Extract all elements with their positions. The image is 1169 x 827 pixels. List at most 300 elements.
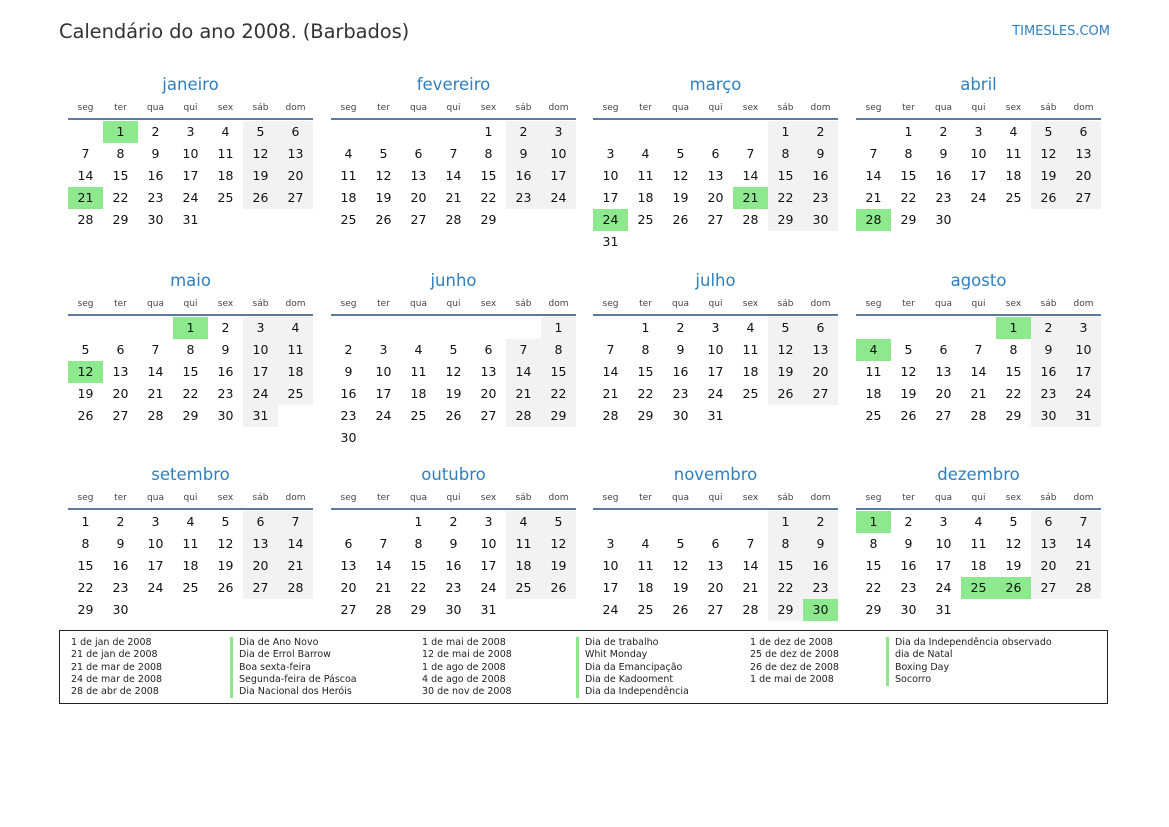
day-cell[interactable]: 27	[707, 212, 724, 227]
day-cell[interactable]: 12	[243, 143, 278, 165]
day-cell[interactable]: 28	[742, 212, 759, 227]
day-cell[interactable]: 17	[147, 558, 164, 573]
day-cell[interactable]: 22	[768, 187, 803, 209]
day-cell[interactable]: 31	[707, 408, 724, 423]
day-cell[interactable]: 11	[1005, 146, 1022, 161]
day-cell[interactable]: 9	[803, 143, 838, 165]
day-cell[interactable]: 14	[1066, 533, 1101, 555]
day-cell[interactable]: 7	[449, 146, 458, 161]
day-cell[interactable]: 24	[243, 383, 278, 405]
day-cell[interactable]: 2	[506, 121, 541, 143]
day-cell[interactable]: 17	[182, 168, 199, 183]
day-cell[interactable]: 27	[278, 187, 313, 209]
day-cell[interactable]: 16	[672, 364, 689, 379]
day-cell[interactable]: 5	[1031, 121, 1066, 143]
day-cell[interactable]: 7	[379, 536, 388, 551]
day-cell[interactable]: 8	[484, 146, 493, 161]
day-cell[interactable]: 17	[1066, 361, 1101, 383]
day-cell[interactable]: 20	[1066, 165, 1101, 187]
day-cell[interactable]: 27	[480, 408, 497, 423]
day-cell[interactable]: 8	[414, 536, 423, 551]
day-cell[interactable]: 13	[410, 168, 427, 183]
day-cell[interactable]: 27	[340, 602, 357, 617]
holiday-day[interactable]: 26	[996, 577, 1031, 599]
day-cell[interactable]: 5	[1009, 514, 1018, 529]
day-cell[interactable]: 15	[768, 555, 803, 577]
day-cell[interactable]: 17	[602, 190, 619, 205]
day-cell[interactable]: 28	[1066, 577, 1101, 599]
day-cell[interactable]: 13	[707, 558, 724, 573]
day-cell[interactable]: 11	[742, 342, 759, 357]
day-cell[interactable]: 24	[707, 386, 724, 401]
day-cell[interactable]: 18	[340, 190, 357, 205]
day-cell[interactable]: 9	[506, 143, 541, 165]
day-cell[interactable]: 6	[414, 146, 423, 161]
day-cell[interactable]: 26	[375, 212, 392, 227]
day-cell[interactable]: 4	[414, 342, 423, 357]
holiday-day[interactable]: 21	[68, 187, 103, 209]
day-cell[interactable]: 27	[1031, 577, 1066, 599]
day-cell[interactable]: 26	[672, 212, 689, 227]
day-cell[interactable]: 16	[340, 386, 357, 401]
day-cell[interactable]: 7	[746, 146, 755, 161]
holiday-day[interactable]: 21	[733, 187, 768, 209]
day-cell[interactable]: 20	[935, 386, 952, 401]
day-cell[interactable]: 21	[506, 383, 541, 405]
day-cell[interactable]: 16	[935, 168, 952, 183]
day-cell[interactable]: 29	[900, 212, 917, 227]
day-cell[interactable]: 10	[375, 364, 392, 379]
day-cell[interactable]: 7	[869, 146, 878, 161]
holiday-day[interactable]: 1	[103, 121, 138, 143]
holiday-day[interactable]: 25	[961, 577, 996, 599]
day-cell[interactable]: 29	[1005, 408, 1022, 423]
day-cell[interactable]: 26	[768, 383, 803, 405]
day-cell[interactable]: 4	[186, 514, 195, 529]
holiday-day[interactable]: 24	[593, 209, 628, 231]
day-cell[interactable]: 21	[970, 386, 987, 401]
day-cell[interactable]: 15	[112, 168, 129, 183]
day-cell[interactable]: 25	[410, 408, 427, 423]
day-cell[interactable]: 13	[112, 364, 129, 379]
day-cell[interactable]: 30	[935, 212, 952, 227]
day-cell[interactable]: 10	[243, 339, 278, 361]
day-cell[interactable]: 14	[602, 364, 619, 379]
day-cell[interactable]: 3	[606, 146, 615, 161]
day-cell[interactable]: 13	[935, 364, 952, 379]
day-cell[interactable]: 10	[480, 536, 497, 551]
day-cell[interactable]: 25	[278, 383, 313, 405]
day-cell[interactable]: 13	[1031, 533, 1066, 555]
day-cell[interactable]: 23	[1031, 383, 1066, 405]
day-cell[interactable]: 31	[1066, 405, 1101, 427]
day-cell[interactable]: 7	[746, 536, 755, 551]
day-cell[interactable]: 10	[602, 558, 619, 573]
day-cell[interactable]: 19	[77, 386, 94, 401]
day-cell[interactable]: 27	[707, 602, 724, 617]
day-cell[interactable]: 18	[1005, 168, 1022, 183]
day-cell[interactable]: 20	[243, 555, 278, 577]
day-cell[interactable]: 7	[506, 339, 541, 361]
day-cell[interactable]: 18	[217, 168, 234, 183]
day-cell[interactable]: 23	[900, 580, 917, 595]
day-cell[interactable]: 12	[1031, 143, 1066, 165]
day-cell[interactable]: 9	[939, 146, 948, 161]
day-cell[interactable]: 4	[1009, 124, 1018, 139]
day-cell[interactable]: 24	[935, 580, 952, 595]
day-cell[interactable]: 27	[1066, 187, 1101, 209]
day-cell[interactable]: 22	[865, 580, 882, 595]
day-cell[interactable]: 16	[147, 168, 164, 183]
day-cell[interactable]: 28	[375, 602, 392, 617]
day-cell[interactable]: 6	[1066, 121, 1101, 143]
day-cell[interactable]: 21	[375, 580, 392, 595]
day-cell[interactable]: 25	[1005, 190, 1022, 205]
day-cell[interactable]: 16	[900, 558, 917, 573]
day-cell[interactable]: 22	[541, 383, 576, 405]
day-cell[interactable]: 17	[541, 165, 576, 187]
day-cell[interactable]: 10	[970, 146, 987, 161]
day-cell[interactable]: 17	[375, 386, 392, 401]
day-cell[interactable]: 25	[506, 577, 541, 599]
day-cell[interactable]: 19	[1005, 558, 1022, 573]
day-cell[interactable]: 1	[484, 124, 493, 139]
day-cell[interactable]: 23	[217, 386, 234, 401]
day-cell[interactable]: 24	[970, 190, 987, 205]
day-cell[interactable]: 16	[803, 165, 838, 187]
day-cell[interactable]: 23	[340, 408, 357, 423]
day-cell[interactable]: 29	[112, 212, 129, 227]
day-cell[interactable]: 2	[116, 514, 125, 529]
day-cell[interactable]: 17	[480, 558, 497, 573]
day-cell[interactable]: 19	[375, 190, 392, 205]
day-cell[interactable]: 1	[768, 121, 803, 143]
day-cell[interactable]: 12	[541, 533, 576, 555]
day-cell[interactable]: 1	[641, 320, 650, 335]
day-cell[interactable]: 2	[344, 342, 353, 357]
day-cell[interactable]: 7	[1066, 511, 1101, 533]
day-cell[interactable]: 16	[445, 558, 462, 573]
day-cell[interactable]: 7	[151, 342, 160, 357]
day-cell[interactable]: 29	[637, 408, 654, 423]
day-cell[interactable]: 13	[278, 143, 313, 165]
holiday-day[interactable]: 1	[856, 511, 891, 533]
day-cell[interactable]: 3	[243, 317, 278, 339]
day-cell[interactable]: 28	[742, 602, 759, 617]
day-cell[interactable]: 13	[1066, 143, 1101, 165]
day-cell[interactable]: 18	[637, 190, 654, 205]
day-cell[interactable]: 6	[278, 121, 313, 143]
day-cell[interactable]: 24	[375, 408, 392, 423]
day-cell[interactable]: 9	[344, 364, 353, 379]
day-cell[interactable]: 18	[278, 361, 313, 383]
day-cell[interactable]: 3	[606, 536, 615, 551]
day-cell[interactable]: 19	[541, 555, 576, 577]
day-cell[interactable]: 31	[480, 602, 497, 617]
day-cell[interactable]: 4	[344, 146, 353, 161]
day-cell[interactable]: 2	[449, 514, 458, 529]
day-cell[interactable]: 16	[803, 555, 838, 577]
day-cell[interactable]: 27	[112, 408, 129, 423]
day-cell[interactable]: 23	[672, 386, 689, 401]
day-cell[interactable]: 17	[707, 364, 724, 379]
day-cell[interactable]: 6	[344, 536, 353, 551]
day-cell[interactable]: 25	[637, 602, 654, 617]
day-cell[interactable]: 26	[541, 577, 576, 599]
day-cell[interactable]: 4	[641, 536, 650, 551]
day-cell[interactable]: 27	[243, 577, 278, 599]
day-cell[interactable]: 5	[379, 146, 388, 161]
day-cell[interactable]: 29	[541, 405, 576, 427]
day-cell[interactable]: 15	[900, 168, 917, 183]
day-cell[interactable]: 10	[935, 536, 952, 551]
day-cell[interactable]: 13	[803, 339, 838, 361]
day-cell[interactable]: 30	[112, 602, 129, 617]
day-cell[interactable]: 5	[541, 511, 576, 533]
day-cell[interactable]: 23	[147, 190, 164, 205]
day-cell[interactable]: 31	[602, 234, 619, 249]
day-cell[interactable]: 9	[904, 536, 913, 551]
day-cell[interactable]: 28	[278, 577, 313, 599]
holiday-day[interactable]: 1	[996, 317, 1031, 339]
day-cell[interactable]: 9	[221, 342, 230, 357]
day-cell[interactable]: 2	[803, 511, 838, 533]
day-cell[interactable]: 11	[637, 558, 654, 573]
day-cell[interactable]: 15	[541, 361, 576, 383]
day-cell[interactable]: 28	[602, 408, 619, 423]
day-cell[interactable]: 20	[278, 165, 313, 187]
day-cell[interactable]: 6	[711, 536, 720, 551]
holiday-day[interactable]: 12	[68, 361, 103, 383]
day-cell[interactable]: 5	[243, 121, 278, 143]
day-cell[interactable]: 17	[243, 361, 278, 383]
day-cell[interactable]: 20	[707, 580, 724, 595]
day-cell[interactable]: 25	[865, 408, 882, 423]
day-cell[interactable]: 22	[637, 386, 654, 401]
day-cell[interactable]: 20	[410, 190, 427, 205]
day-cell[interactable]: 13	[243, 533, 278, 555]
day-cell[interactable]: 2	[803, 121, 838, 143]
day-cell[interactable]: 14	[147, 364, 164, 379]
day-cell[interactable]: 27	[803, 383, 838, 405]
day-cell[interactable]: 15	[77, 558, 94, 573]
day-cell[interactable]: 23	[445, 580, 462, 595]
day-cell[interactable]: 29	[865, 602, 882, 617]
day-cell[interactable]: 19	[217, 558, 234, 573]
day-cell[interactable]: 9	[676, 342, 685, 357]
day-cell[interactable]: 1	[904, 124, 913, 139]
day-cell[interactable]: 17	[602, 580, 619, 595]
day-cell[interactable]: 8	[81, 536, 90, 551]
day-cell[interactable]: 20	[480, 386, 497, 401]
day-cell[interactable]: 21	[742, 580, 759, 595]
day-cell[interactable]: 28	[970, 408, 987, 423]
day-cell[interactable]: 11	[506, 533, 541, 555]
day-cell[interactable]: 13	[707, 168, 724, 183]
day-cell[interactable]: 23	[935, 190, 952, 205]
day-cell[interactable]: 29	[77, 602, 94, 617]
day-cell[interactable]: 25	[217, 190, 234, 205]
day-cell[interactable]: 16	[112, 558, 129, 573]
day-cell[interactable]: 24	[602, 602, 619, 617]
day-cell[interactable]: 6	[484, 342, 493, 357]
day-cell[interactable]: 8	[768, 533, 803, 555]
day-cell[interactable]: 1	[414, 514, 423, 529]
day-cell[interactable]: 27	[935, 408, 952, 423]
day-cell[interactable]: 9	[803, 533, 838, 555]
day-cell[interactable]: 20	[707, 190, 724, 205]
day-cell[interactable]: 11	[217, 146, 234, 161]
day-cell[interactable]: 31	[935, 602, 952, 617]
day-cell[interactable]: 22	[1005, 386, 1022, 401]
day-cell[interactable]: 24	[147, 580, 164, 595]
day-cell[interactable]: 16	[506, 165, 541, 187]
day-cell[interactable]: 30	[1031, 405, 1066, 427]
day-cell[interactable]: 31	[182, 212, 199, 227]
day-cell[interactable]: 6	[711, 146, 720, 161]
day-cell[interactable]: 10	[602, 168, 619, 183]
day-cell[interactable]: 26	[445, 408, 462, 423]
day-cell[interactable]: 1	[541, 317, 576, 339]
day-cell[interactable]: 3	[484, 514, 493, 529]
day-cell[interactable]: 20	[803, 361, 838, 383]
day-cell[interactable]: 8	[869, 536, 878, 551]
day-cell[interactable]: 18	[742, 364, 759, 379]
day-cell[interactable]: 22	[480, 190, 497, 205]
day-cell[interactable]: 14	[278, 533, 313, 555]
day-cell[interactable]: 28	[506, 405, 541, 427]
day-cell[interactable]: 29	[182, 408, 199, 423]
day-cell[interactable]: 9	[449, 536, 458, 551]
day-cell[interactable]: 14	[375, 558, 392, 573]
day-cell[interactable]: 5	[676, 146, 685, 161]
day-cell[interactable]: 5	[768, 317, 803, 339]
day-cell[interactable]: 3	[379, 342, 388, 357]
holiday-day[interactable]: 4	[856, 339, 891, 361]
day-cell[interactable]: 26	[672, 602, 689, 617]
day-cell[interactable]: 24	[1066, 383, 1101, 405]
day-cell[interactable]: 28	[147, 408, 164, 423]
day-cell[interactable]: 28	[445, 212, 462, 227]
day-cell[interactable]: 23	[112, 580, 129, 595]
day-cell[interactable]: 4	[506, 511, 541, 533]
day-cell[interactable]: 11	[182, 536, 199, 551]
day-cell[interactable]: 4	[278, 317, 313, 339]
day-cell[interactable]: 21	[602, 386, 619, 401]
day-cell[interactable]: 8	[186, 342, 195, 357]
day-cell[interactable]: 12	[445, 364, 462, 379]
day-cell[interactable]: 24	[541, 187, 576, 209]
day-cell[interactable]: 1	[768, 511, 803, 533]
day-cell[interactable]: 22	[182, 386, 199, 401]
day-cell[interactable]: 3	[939, 514, 948, 529]
day-cell[interactable]: 20	[340, 580, 357, 595]
day-cell[interactable]: 7	[81, 146, 90, 161]
day-cell[interactable]: 8	[641, 342, 650, 357]
day-cell[interactable]: 3	[974, 124, 983, 139]
day-cell[interactable]: 3	[186, 124, 195, 139]
day-cell[interactable]: 30	[900, 602, 917, 617]
day-cell[interactable]: 24	[480, 580, 497, 595]
day-cell[interactable]: 21	[278, 555, 313, 577]
day-cell[interactable]: 29	[410, 602, 427, 617]
day-cell[interactable]: 30	[672, 408, 689, 423]
day-cell[interactable]: 2	[904, 514, 913, 529]
day-cell[interactable]: 8	[541, 339, 576, 361]
day-cell[interactable]: 17	[935, 558, 952, 573]
day-cell[interactable]: 19	[672, 190, 689, 205]
day-cell[interactable]: 7	[606, 342, 615, 357]
day-cell[interactable]: 26	[243, 187, 278, 209]
day-cell[interactable]: 18	[970, 558, 987, 573]
day-cell[interactable]: 22	[768, 577, 803, 599]
day-cell[interactable]: 10	[1066, 339, 1101, 361]
day-cell[interactable]: 6	[116, 342, 125, 357]
day-cell[interactable]: 4	[221, 124, 230, 139]
day-cell[interactable]: 30	[803, 209, 838, 231]
day-cell[interactable]: 3	[151, 514, 160, 529]
day-cell[interactable]: 14	[742, 168, 759, 183]
day-cell[interactable]: 12	[1005, 536, 1022, 551]
day-cell[interactable]: 8	[1009, 342, 1018, 357]
day-cell[interactable]: 21	[147, 386, 164, 401]
day-cell[interactable]: 30	[340, 430, 357, 445]
day-cell[interactable]: 19	[768, 361, 803, 383]
day-cell[interactable]: 11	[637, 168, 654, 183]
day-cell[interactable]: 5	[449, 342, 458, 357]
day-cell[interactable]: 9	[116, 536, 125, 551]
day-cell[interactable]: 23	[506, 187, 541, 209]
day-cell[interactable]: 7	[974, 342, 983, 357]
day-cell[interactable]: 12	[375, 168, 392, 183]
day-cell[interactable]: 10	[541, 143, 576, 165]
day-cell[interactable]: 17	[970, 168, 987, 183]
holiday-day[interactable]: 1	[173, 317, 208, 339]
day-cell[interactable]: 22	[112, 190, 129, 205]
day-cell[interactable]: 15	[182, 364, 199, 379]
day-cell[interactable]: 21	[445, 190, 462, 205]
day-cell[interactable]: 5	[81, 342, 90, 357]
day-cell[interactable]: 18	[182, 558, 199, 573]
day-cell[interactable]: 25	[637, 212, 654, 227]
day-cell[interactable]: 12	[768, 339, 803, 361]
day-cell[interactable]: 26	[1031, 187, 1066, 209]
day-cell[interactable]: 22	[410, 580, 427, 595]
day-cell[interactable]: 2	[1031, 317, 1066, 339]
day-cell[interactable]: 8	[116, 146, 125, 161]
day-cell[interactable]: 15	[410, 558, 427, 573]
day-cell[interactable]: 9	[1031, 339, 1066, 361]
day-cell[interactable]: 30	[147, 212, 164, 227]
day-cell[interactable]: 12	[672, 168, 689, 183]
day-cell[interactable]: 11	[970, 536, 987, 551]
day-cell[interactable]: 14	[865, 168, 882, 183]
day-cell[interactable]: 2	[676, 320, 685, 335]
day-cell[interactable]: 20	[112, 386, 129, 401]
day-cell[interactable]: 15	[637, 364, 654, 379]
day-cell[interactable]: 19	[900, 386, 917, 401]
day-cell[interactable]: 7	[278, 511, 313, 533]
day-cell[interactable]: 8	[768, 143, 803, 165]
day-cell[interactable]: 19	[445, 386, 462, 401]
day-cell[interactable]: 21	[1066, 555, 1101, 577]
day-cell[interactable]: 26	[900, 408, 917, 423]
day-cell[interactable]: 12	[217, 536, 234, 551]
day-cell[interactable]: 22	[77, 580, 94, 595]
day-cell[interactable]: 13	[480, 364, 497, 379]
day-cell[interactable]: 4	[641, 146, 650, 161]
day-cell[interactable]: 14	[742, 558, 759, 573]
